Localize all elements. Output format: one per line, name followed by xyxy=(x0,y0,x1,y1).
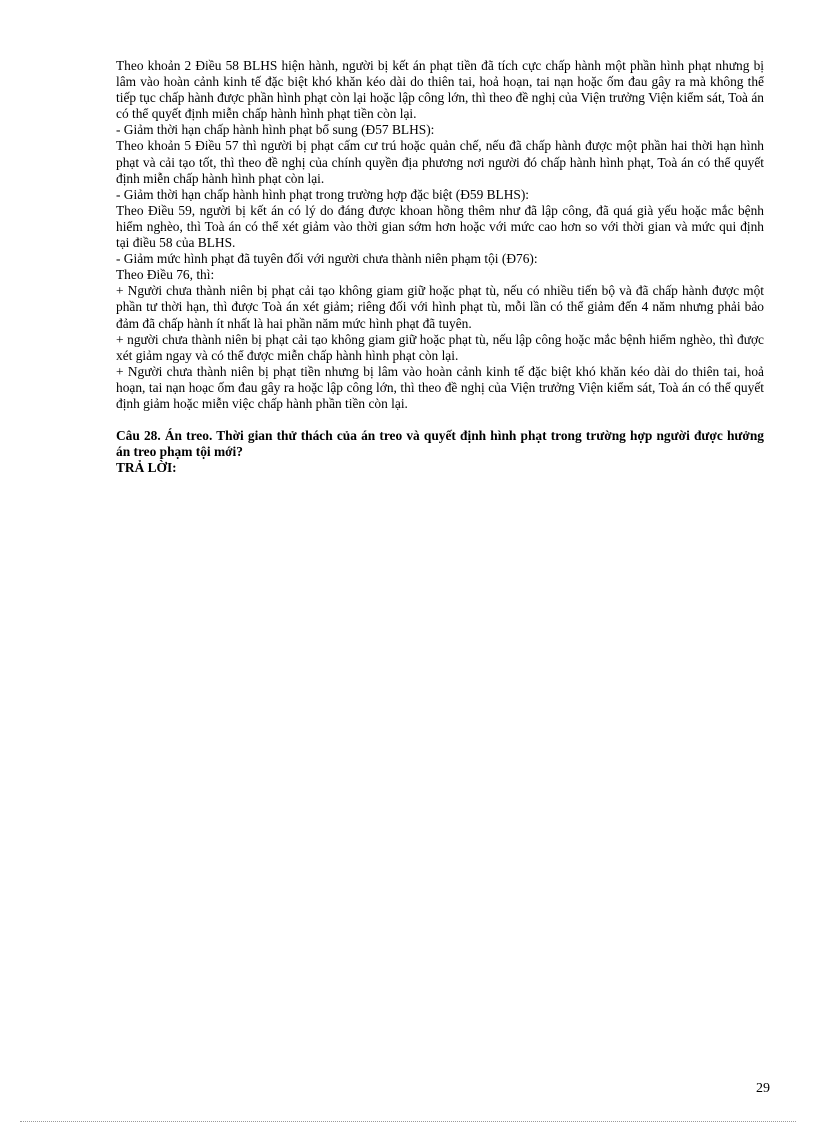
list-item-juvenile-2: + người chưa thành niên bị phạt cải tạo không giam giữ hoặc phạt tù, nếu lập công hoặc mắc bệnh hiểm nghèo, thì được xét giảm ngay và có thể được miễn chấp hành hình phạt còn lại. xyxy=(116,331,764,363)
page-number: 29 xyxy=(756,1081,770,1096)
document-body xyxy=(116,58,764,476)
heading-supplementary-penalty: - Giảm thời hạn chấp hành hình phạt bổ sung (Đ57 BLHS): xyxy=(116,122,435,138)
list-item-juvenile-3: + Người chưa thành niên bị phạt tiền nhưng bị lâm vào hoàn cảnh kinh tế đặc biệt khó khăn kéo dài do thiên tai, hoả hoạn, tai nạn hoạc ốm đau gây ra hoặc lập công lớn, thì theo đề nghị của Viện trưởng Viện kiểm sát, Toà án có thể quyết định giảm hoặc miễn việc chấp hành phần tiền còn lại. xyxy=(116,363,764,411)
paragraph-fine-exemption: Theo khoản 2 Điều 58 BLHS hiện hành, người bị kết án phạt tiền đã tích cực chấp hành một phần hình phạt nhưng bị lâm vào hoàn cảnh kinh tế đặc biệt khó khăn kéo dài do thiên tai, hoả hoạn, tai nạn hoặc ốm đau gây ra mà không thể tiếp tục chấp hành được phần hình phạt còn lại hoặc lập công lớn, thì theo đề nghị của Viện trưởng Viện kiểm sát, Toà án có thể quyết định miễn chấp hành hình phạt tiền còn lại. xyxy=(116,58,764,122)
paragraph-article-57: Theo khoản 5 Điều 57 thì người bị phạt cấm cư trú hoặc quản chế, nếu đã chấp hành được một phần hai thời hạn hình phạt và cải tạo tốt, thì theo đề nghị của chính quyền địa phương nơi người đó chấp hành hình phạt, Toà án có thể quyết định miễn chấp hành hình phạt còn lại. xyxy=(116,138,764,186)
answer-label: TRẢ LỜI: xyxy=(116,460,177,476)
page-bottom-rule xyxy=(20,1121,796,1122)
question-heading: Câu 28. Án treo. Thời gian thử thách của án treo và quyết định hình phạt trong trường hợp người được hưởng án treo phạm tội mới? xyxy=(116,428,764,460)
paragraph-article-59: Theo Điều 59, người bị kết án có lý do đáng được khoan hồng thêm như đã lập công, đã quá già yếu hoặc mắc bệnh hiểm nghèo, thì Toà án có thể xét giảm vào thời gian sớm hơn hoặc với mức cao hơn so với thời gian và mức qui định tại điều 58 của BLHS. xyxy=(116,202,764,251)
spacer xyxy=(116,412,764,428)
heading-juvenile: - Giảm mức hình phạt đã tuyên đối với người chưa thành niên phạm tội (Đ76): xyxy=(116,251,538,267)
heading-special-case: - Giảm thời hạn chấp hành hình phạt trong trường hợp đặc biệt (Đ59 BLHS): xyxy=(116,186,530,202)
list-item-juvenile-1: + Người chưa thành niên bị phạt cải tạo không giam giữ hoặc phạt tù, nếu có nhiều tiến bộ và đã chấp hành được một phần tư thời hạn, thì được Toà án xét giảm; riêng đối với hình phạt tù, mỗi lần có thể giảm đến 4 năm nhưng phải bảo đảm đã chấp hành ít nhất là hai phần năm mức hình phạt đã tuyên. xyxy=(116,283,764,331)
paragraph-article-76-intro: Theo Điều 76, thì: xyxy=(116,267,215,283)
